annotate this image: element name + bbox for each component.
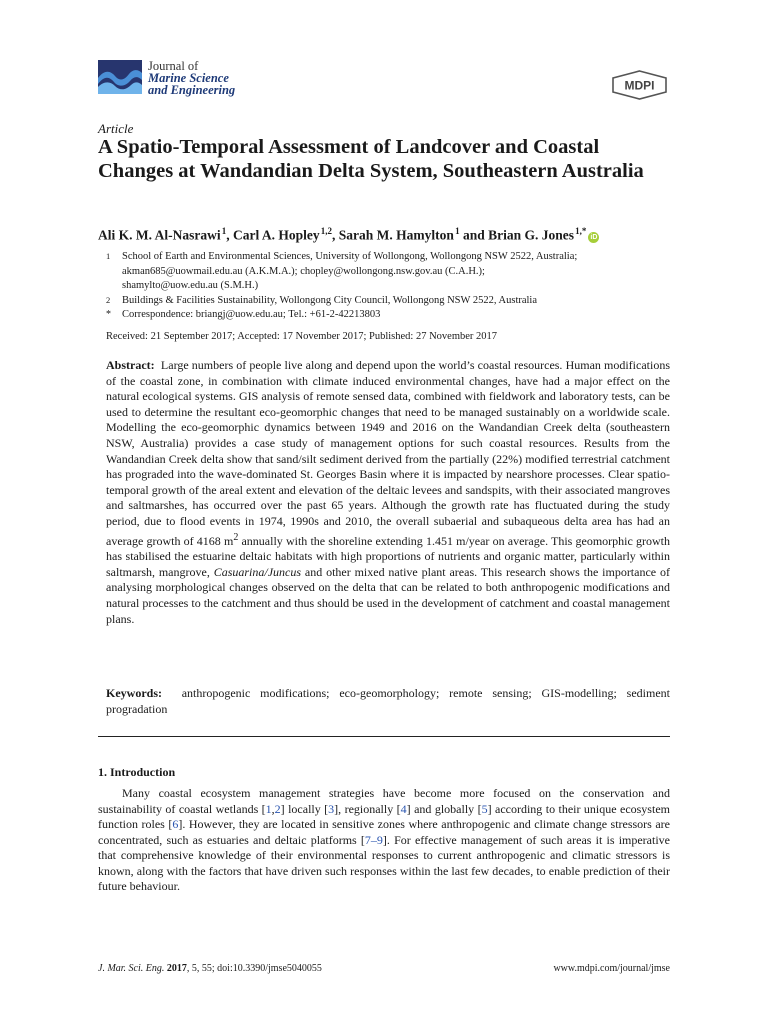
journal-wave-logo-icon bbox=[98, 60, 142, 94]
author-affiliation-marker: 1,2 bbox=[320, 226, 333, 236]
affiliation-line[interactable]: akman685@uowmail.edu.au (A.K.M.A.); chopley@wollongong.nsw.gov.au (C.A.H.); bbox=[122, 265, 485, 277]
intro-text: Many coastal ecosystem management strategies have become more focused on the conservation and sustainability of coastal wetlands [ bbox=[98, 786, 670, 816]
journal-name bbox=[148, 60, 235, 96]
abstract-text: Large numbers of people live along and depend upon the world’s coastal resources. Human modifications of the coastal zone, in combination with climate induced environmental changes, have had a major effect on the natural ecological systems. GIS analysis of remote sensed data, combined with fieldwork and laboratory tests, can be used to determine the resultant eco-geomorphic changes that need to be managed sustainably on a worldwide scale. Modelling the eco-geomorphic dynamics between 1949 and 2016 on the Wandandian Creek delta (southeastern NSW, Australia) provides a case study of management options for such coastal resources. Results from the Wandandian Creek delta show that sand/silt sediment derived from the partially (22%) modified terrestrial catchment has prograded into the wave-dominated St. Georges Basin where it is impacted by nearshore processes. Clear spatio-temporal growth of the areal extent and elevation of the deltaic levees and sandspits, with their associated mangroves and saltmarshes, has occurred over the past 65 years. Although the growth rate has fluctuated during the study period, due to flood events in 1974, 1990s and 2010, the overall subaerial and subaqueous delta area has had an average growth of 4168 m bbox=[106, 358, 671, 548]
introduction-paragraph bbox=[98, 786, 670, 895]
orcid-icon[interactable]: iD bbox=[590, 233, 598, 241]
author-list bbox=[98, 226, 599, 244]
reference-link[interactable]: 1 bbox=[265, 801, 272, 816]
footer-year: 2017 bbox=[166, 963, 187, 974]
intro-text: ]. For effective management of such areas it is imperative that comprehensive knowledge of their environmental responses to current anthropogenic and climatic stressors is known, along with the factors that have driven such responses within the last few decades, to enable prediction of their future behaviour. bbox=[98, 832, 671, 893]
author-affiliation-marker: 1 bbox=[221, 226, 227, 236]
footer-citation bbox=[98, 963, 322, 974]
mdpi-logo-text: MDPI bbox=[624, 78, 655, 93]
footer-journal-abbrev: J. Mar. Sci. Eng. bbox=[98, 963, 165, 974]
mdpi-logo-icon bbox=[611, 70, 668, 100]
correspondence-line[interactable]: Correspondence: briangj@uow.edu.au; Tel.: +61-2-42213803 bbox=[122, 309, 381, 320]
author-separator: , bbox=[332, 227, 339, 243]
author-separator: , bbox=[226, 227, 234, 243]
affiliation-item bbox=[98, 294, 673, 309]
keywords-text: anthropogenic modifications; eco-geomorphology; remote sensing; GIS-modelling; sediment progradation bbox=[106, 686, 670, 716]
intro-text: , bbox=[271, 801, 275, 816]
reference-link[interactable]: 6 bbox=[172, 817, 179, 831]
footer-journal-url[interactable]: www.mdpi.com/journal/jmse bbox=[553, 963, 670, 974]
abstract-text: and other mixed native plant areas. This research shows the importance of analysing morphological changes observed on the delta that can be related to both anthropogenic modifications and natural processes to the catchment and thus should be used in the development of catchment and coastal management plans. bbox=[106, 564, 670, 626]
affiliations bbox=[98, 250, 673, 323]
publication-dates: Received: 21 September 2017; Accepted: 17 November 2017; Published: 27 November 2017 bbox=[106, 331, 498, 342]
journal-name-line3: and Engineering bbox=[148, 83, 236, 97]
affiliation-marker: 1 bbox=[106, 251, 111, 261]
article-title: A Spatio-Temporal Assessment of Landcover and Coastal Changes at Wandandian Delta System, Southeastern Australia bbox=[98, 136, 644, 182]
abstract bbox=[106, 358, 670, 627]
abstract-italic-term: Casuarina/Juncus bbox=[213, 564, 302, 579]
affiliation-line: Buildings & Facilities Sustainability, Wollongong City Council, Wollongong NSW 2522, Australia bbox=[122, 294, 538, 306]
reference-link[interactable]: 3 bbox=[328, 801, 335, 816]
author-name[interactable]: Ali K. M. Al-Nasrawi bbox=[98, 227, 221, 243]
intro-text: ]. However, they are located in sensitive zones where anthropogenic and climate change stressors are concentrated, such as estuaries and deltaic platforms [ bbox=[98, 817, 670, 847]
affiliation-line[interactable]: shamylto@uow.edu.au (S.M.H.) bbox=[122, 280, 259, 291]
author-affiliation-marker: 1,* bbox=[575, 226, 587, 236]
affiliation-line: School of Earth and Environmental Sciences, University of Wollongong, Wollongong NSW 2522, Australia; bbox=[122, 251, 578, 262]
section-divider bbox=[98, 736, 670, 737]
abstract-label: Abstract: bbox=[106, 358, 155, 372]
author-separator: and bbox=[459, 227, 489, 243]
journal-name-line1: Journal of bbox=[148, 59, 199, 73]
footer-citation-rest: , 5, 55; doi:10.3390/jmse5040055 bbox=[186, 963, 322, 974]
reference-link[interactable]: 5 bbox=[481, 801, 488, 816]
intro-text: ] and globally [ bbox=[406, 801, 482, 816]
affiliation-marker: * bbox=[106, 309, 111, 320]
affiliation-marker: 2 bbox=[106, 294, 111, 305]
keywords-label: Keywords: bbox=[106, 686, 162, 700]
abstract-superscript: 2 bbox=[233, 531, 239, 543]
reference-link[interactable]: 2 bbox=[274, 801, 281, 816]
author-name[interactable]: Sarah M. Hamylton bbox=[338, 227, 454, 243]
affiliation-item bbox=[98, 250, 673, 294]
section-heading: 1. Introduction bbox=[98, 765, 176, 779]
article-type: Article bbox=[98, 121, 134, 136]
journal-name-line2: Marine Science bbox=[148, 71, 229, 85]
author-affiliation-marker: 1 bbox=[455, 226, 460, 236]
keywords bbox=[106, 685, 670, 717]
author-name[interactable]: Brian G. Jones bbox=[488, 227, 574, 243]
abstract-text: annually with the shoreline extending 1.451 m/year on average. This geomorphic growth has stabilised the estuarine deltaic habitats with high proportions of nutrients and organic matter, particularly within saltmarsh, mangrove, bbox=[106, 533, 670, 579]
intro-text: ] locally [ bbox=[280, 801, 329, 816]
intro-text: ], regionally [ bbox=[334, 801, 401, 816]
reference-link[interactable]: 4 bbox=[400, 801, 407, 816]
intro-text: ] according to their unique ecosystem function roles [ bbox=[98, 801, 670, 831]
reference-link[interactable]: 7–9 bbox=[364, 832, 383, 847]
author-name[interactable]: Carl A. Hopley bbox=[233, 227, 320, 243]
affiliation-item bbox=[98, 308, 673, 323]
